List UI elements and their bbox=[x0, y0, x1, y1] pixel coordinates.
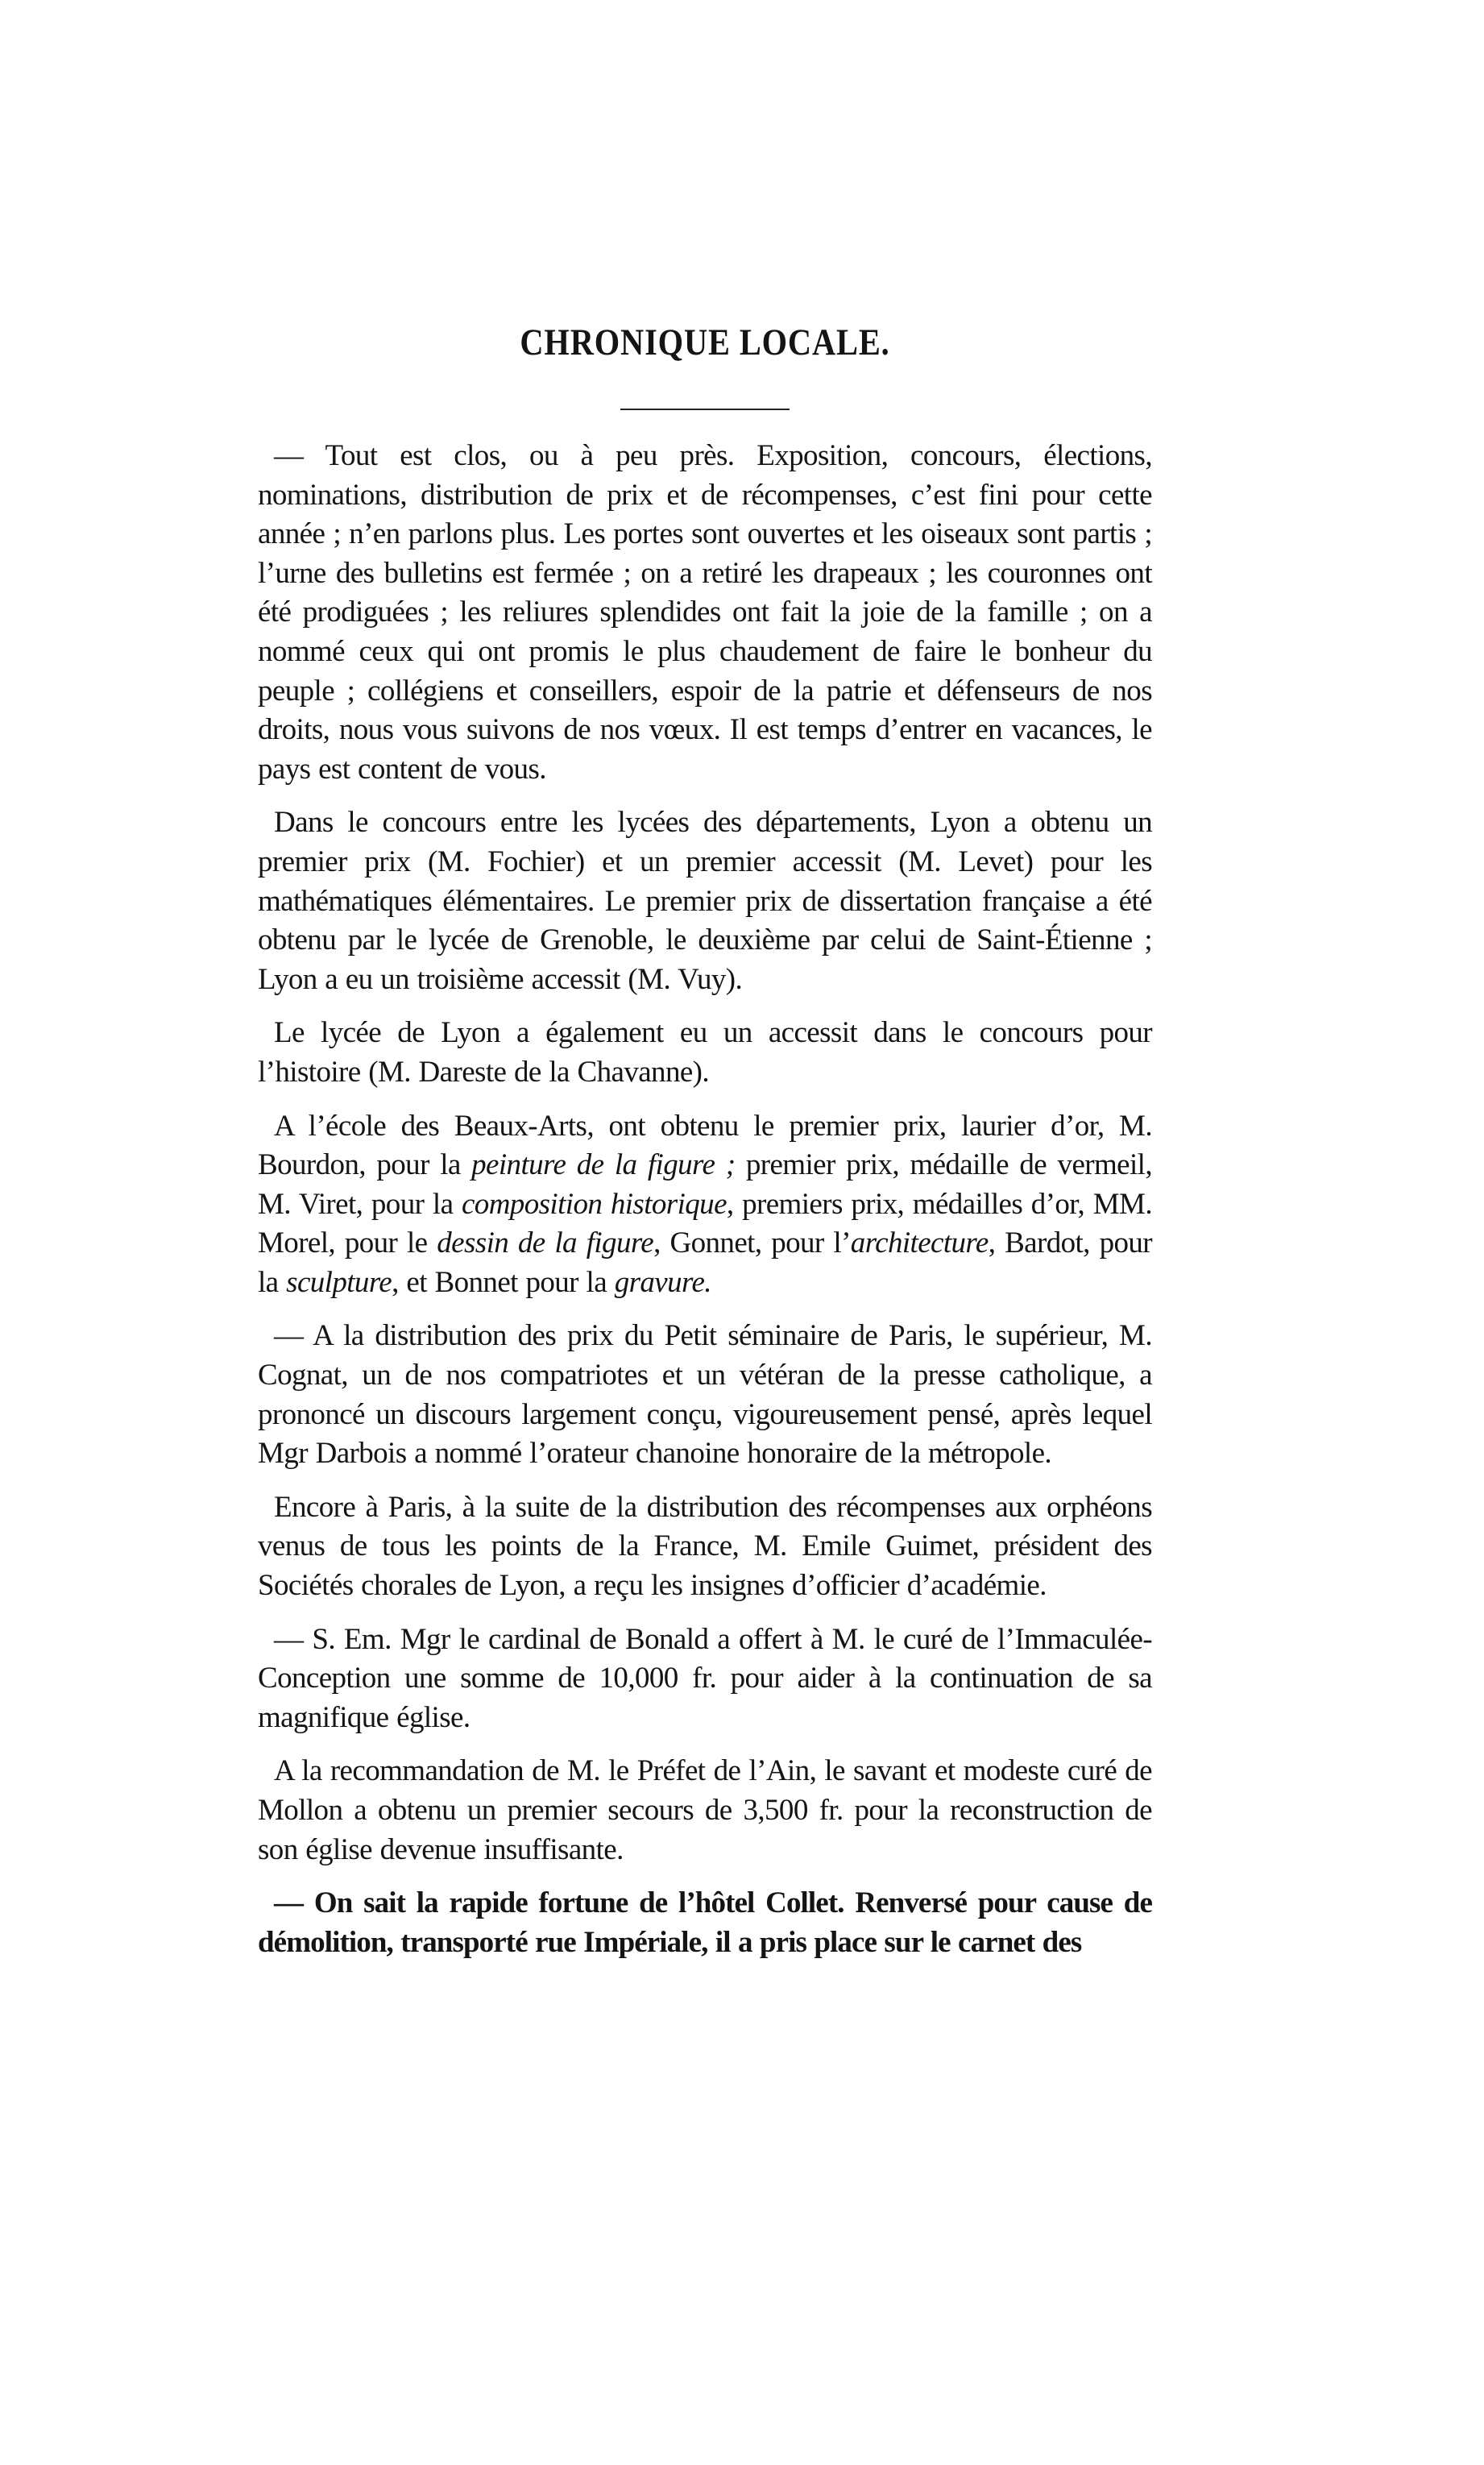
text-span: — S. Em. Mgr le cardinal de Bonald a offert à M. le curé de l’Immaculée-Conception une somme de 10,000 fr. pour aider à la continuation de sa magnifique église. bbox=[258, 1622, 1152, 1734]
text-span: Encore à Paris, à la suite de la distribution des récompenses aux orphéons venus de tous les points de la France, M. Emile Guimet, président des Sociétés chorales de Lyon, a reçu les insignes d’officier d’académie. bbox=[258, 1490, 1152, 1603]
text-span: A l’école des Beaux-Arts, ont obtenu le premier prix, laurier d’or, M. Bourdon, pour la bbox=[258, 1109, 1152, 1182]
italic-span: architecture bbox=[850, 1226, 989, 1260]
text-span: Le lycée de Lyon a également eu un accessit dans le concours pour l’histoire (M. Dareste de la Chavanne). bbox=[258, 1016, 1152, 1089]
italic-span: sculpture bbox=[286, 1265, 392, 1299]
text-span: — A la distribution des prix du Petit séminaire de Paris, le supérieur, M. Cognat, un de nos compatriotes et un vétéran de la presse catholique, a prononcé un discours largement conçu, vigoureusement pensé, après lequel Mgr Darbois a nommé l’orateur chanoine honoraire de la métropole. bbox=[258, 1319, 1152, 1471]
text-span: , premiers prix, médailles d’or, MM. Morel, pour le bbox=[258, 1187, 1152, 1260]
document-page bbox=[258, 318, 1152, 1977]
paragraph bbox=[258, 1884, 1152, 1962]
title-rule bbox=[620, 409, 790, 410]
paragraph bbox=[258, 1107, 1152, 1303]
italic-span: peinture de la figure ; bbox=[471, 1148, 736, 1182]
text-span: premier prix, médaille de vermeil, M. Viret, pour la bbox=[258, 1148, 1153, 1221]
paragraph bbox=[258, 1317, 1152, 1473]
text-span: — Tout est clos, ou à peu près. Exposition, concours, élections, nominations, distribution de prix et de récompenses, c’est fini pour cette année ; n’en parlons plus. Les portes sont ouvertes et les oiseaux sont partis ; l’urne des bulletins est fermée ; on a retiré les drapeaux ; les couronnes ont été prodiguées ; les reliures splendides ont fait la joie de la famille ; on a nommé ceux qui ont promis le plus chaudement de faire le bonheur du peuple ; collégiens et conseillers, espoir de la patrie et défenseurs de nos droits, nous vous suivons de nos vœux. Il est temps d’entrer en vacances, le pays est content de vous. bbox=[258, 439, 1152, 786]
paragraph bbox=[258, 1752, 1152, 1869]
paragraph bbox=[258, 437, 1152, 789]
paragraph bbox=[258, 1488, 1152, 1606]
article-body bbox=[258, 437, 1152, 1962]
page-title: CHRONIQUE LOCALE. bbox=[520, 322, 890, 363]
text-span: , et Bonnet pour la bbox=[392, 1265, 615, 1299]
paragraph bbox=[258, 1014, 1152, 1092]
text-span: , Gonnet, pour l’ bbox=[653, 1226, 851, 1260]
paragraph bbox=[258, 1621, 1152, 1738]
italic-span: gravure. bbox=[614, 1265, 711, 1299]
text-span: , Bardot, pour la bbox=[258, 1226, 1153, 1299]
text-span: Dans le concours entre les lycées des départements, Lyon a obtenu un premier prix (M. Fochier) et un premier accessit (M. Levet) pour les mathématiques élémentaires. Le premier prix de dissertation française a été obtenu par le lycée de Grenoble, le deuxième par celui de Saint-Étienne ; Lyon a eu un troisième accessit (M. Vuy). bbox=[258, 806, 1152, 996]
text-span: — On sait la rapide fortune de l’hôtel Collet. Renversé pour cause de démolition, transporté rue Impériale, il a pris place sur le carnet des bbox=[258, 1886, 1152, 1959]
italic-span: composition historique bbox=[461, 1187, 727, 1221]
text-span: A la recommandation de M. le Préfet de l’Ain, le savant et modeste curé de Mollon a obtenu un premier secours de 3,500 fr. pour la reconstruction de son église devenue insuffisante. bbox=[258, 1754, 1152, 1866]
paragraph bbox=[258, 803, 1152, 999]
italic-span: dessin de la figure bbox=[437, 1226, 654, 1260]
